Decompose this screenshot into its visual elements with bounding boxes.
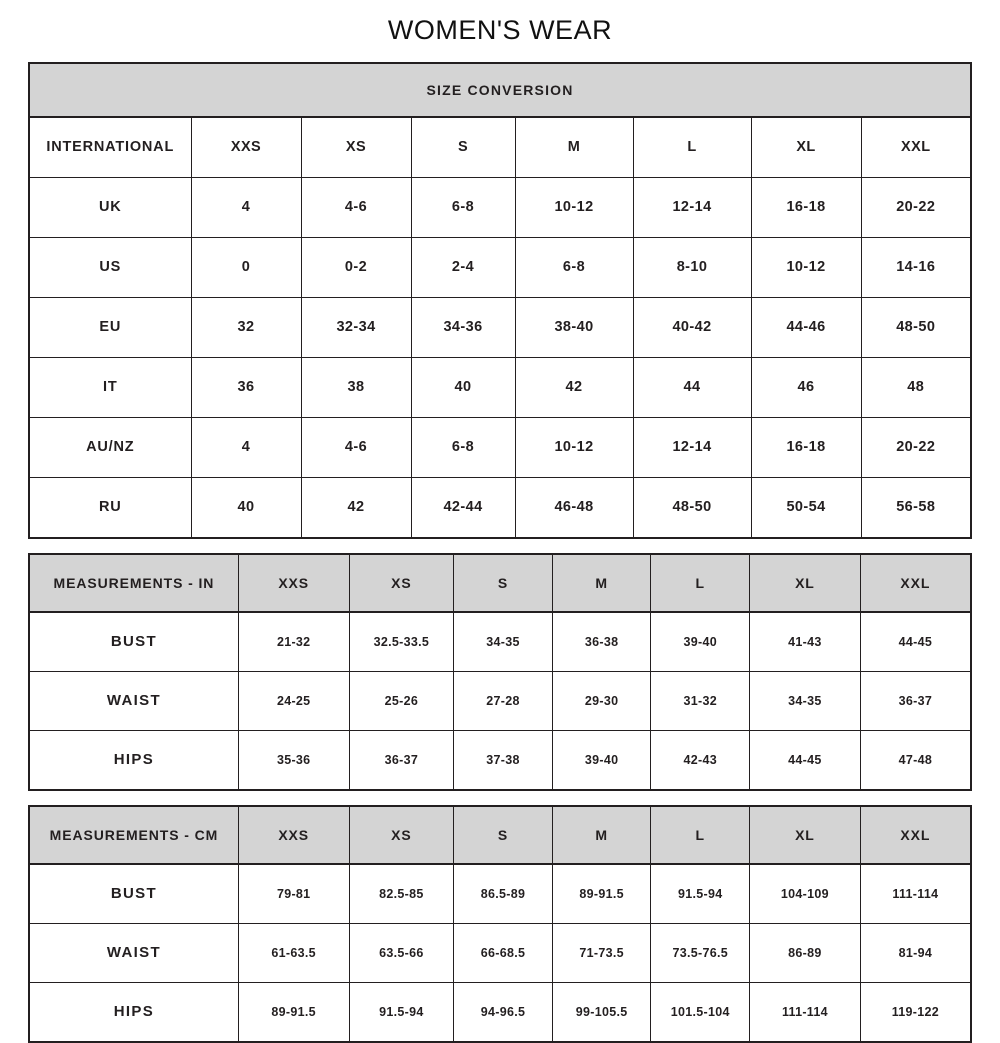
meas-in-cell: 36-38: [552, 612, 651, 672]
meas-in-cell: 24-25: [238, 671, 349, 730]
conv-cell: 16-18: [751, 177, 861, 237]
meas-cm-cell: 73.5-76.5: [651, 923, 750, 982]
conv-cell: 38: [301, 357, 411, 417]
conv-cell: 32-34: [301, 297, 411, 357]
table-row: [29, 297, 971, 357]
table-row: [29, 357, 971, 417]
conv-cell: 48-50: [633, 477, 751, 538]
conv-cell: 12-14: [633, 177, 751, 237]
meas-cm-cell: 86.5-89: [454, 864, 553, 924]
meas-cm-cell: 82.5-85: [349, 864, 454, 924]
meas-cm-cell: 89-91.5: [552, 864, 651, 924]
conv-cell: 44: [633, 357, 751, 417]
meas-cm-cell: 81-94: [860, 923, 971, 982]
table-row: [29, 237, 971, 297]
conv-cell: 42: [301, 477, 411, 538]
table-row: [29, 671, 971, 730]
table-row: [29, 982, 971, 1042]
meas-in-cell: 42-43: [651, 730, 750, 790]
meas-cm-header-xl: XL: [750, 806, 861, 864]
meas-in-header-xxl: XXL: [860, 554, 971, 612]
conv-row-label: EU: [29, 297, 191, 357]
meas-in-header-l: L: [651, 554, 750, 612]
meas-cm-cell: 119-122: [860, 982, 971, 1042]
conv-header-international: INTERNATIONAL: [29, 117, 191, 178]
meas-cm-header-xxl: XXL: [860, 806, 971, 864]
meas-in-cell: 32.5-33.5: [349, 612, 454, 672]
conv-cell: 4: [191, 417, 301, 477]
conv-cell: 14-16: [861, 237, 971, 297]
meas-cm-cell: 99-105.5: [552, 982, 651, 1042]
conv-cell: 12-14: [633, 417, 751, 477]
meas-cm-cell: 101.5-104: [651, 982, 750, 1042]
conv-row-label: AU/NZ: [29, 417, 191, 477]
size-conversion-banner: SIZE CONVERSION: [29, 63, 971, 117]
meas-cm-cell: 71-73.5: [552, 923, 651, 982]
conv-header-xs: XS: [301, 117, 411, 178]
size-conversion-table: [28, 62, 972, 539]
table-row: [29, 63, 971, 117]
meas-cm-cell: 66-68.5: [454, 923, 553, 982]
meas-in-cell: 27-28: [454, 671, 553, 730]
conv-cell: 8-10: [633, 237, 751, 297]
table-row: [29, 417, 971, 477]
meas-cm-header-s: S: [454, 806, 553, 864]
meas-in-cell: 36-37: [860, 671, 971, 730]
meas-in-row-label: HIPS: [29, 730, 238, 790]
conv-cell: 36: [191, 357, 301, 417]
meas-cm-cell: 86-89: [750, 923, 861, 982]
meas-in-header-label: MEASUREMENTS - IN: [29, 554, 238, 612]
meas-cm-cell: 91.5-94: [651, 864, 750, 924]
meas-in-cell: 37-38: [454, 730, 553, 790]
meas-in-header-xxs: XXS: [238, 554, 349, 612]
conv-cell: 42: [515, 357, 633, 417]
meas-cm-header-m: M: [552, 806, 651, 864]
conv-cell: 48-50: [861, 297, 971, 357]
table-row: [29, 730, 971, 790]
table-row: [29, 117, 971, 178]
conv-cell: 40: [191, 477, 301, 538]
conv-cell: 20-22: [861, 177, 971, 237]
meas-in-cell: 21-32: [238, 612, 349, 672]
meas-in-header-xl: XL: [750, 554, 861, 612]
conv-header-l: L: [633, 117, 751, 178]
meas-in-cell: 25-26: [349, 671, 454, 730]
conv-cell: 46-48: [515, 477, 633, 538]
conv-cell: 4-6: [301, 417, 411, 477]
conv-cell: 6-8: [411, 417, 515, 477]
meas-cm-header-xs: XS: [349, 806, 454, 864]
conv-cell: 6-8: [515, 237, 633, 297]
meas-in-row-label: BUST: [29, 612, 238, 672]
meas-in-cell: 41-43: [750, 612, 861, 672]
measurements-inches-table: [28, 553, 972, 791]
conv-cell: 10-12: [515, 417, 633, 477]
conv-cell: 44-46: [751, 297, 861, 357]
conv-cell: 4-6: [301, 177, 411, 237]
conv-cell: 20-22: [861, 417, 971, 477]
conv-cell: 6-8: [411, 177, 515, 237]
table-row: [29, 477, 971, 538]
meas-in-cell: 34-35: [750, 671, 861, 730]
conv-cell: 2-4: [411, 237, 515, 297]
conv-cell: 0: [191, 237, 301, 297]
meas-cm-cell: 91.5-94: [349, 982, 454, 1042]
meas-cm-cell: 111-114: [750, 982, 861, 1042]
meas-in-cell: 31-32: [651, 671, 750, 730]
meas-cm-cell: 94-96.5: [454, 982, 553, 1042]
table-row: [29, 177, 971, 237]
meas-in-cell: 44-45: [860, 612, 971, 672]
page-title: WOMEN'S WEAR: [387, 15, 613, 45]
table-row: [29, 806, 971, 864]
meas-in-cell: 39-40: [651, 612, 750, 672]
conv-cell: 48: [861, 357, 971, 417]
meas-in-header-xs: XS: [349, 554, 454, 612]
table-row: [29, 554, 971, 612]
table-row: [29, 923, 971, 982]
meas-in-cell: 35-36: [238, 730, 349, 790]
meas-in-cell: 44-45: [750, 730, 861, 790]
conv-header-xxl: XXL: [861, 117, 971, 178]
conv-row-label: IT: [29, 357, 191, 417]
meas-in-cell: 29-30: [552, 671, 651, 730]
meas-cm-header-label: MEASUREMENTS - CM: [29, 806, 238, 864]
meas-cm-cell: 111-114: [860, 864, 971, 924]
conv-cell: 50-54: [751, 477, 861, 538]
meas-cm-cell: 61-63.5: [238, 923, 349, 982]
meas-cm-row-label: BUST: [29, 864, 238, 924]
meas-cm-cell: 89-91.5: [238, 982, 349, 1042]
meas-in-cell: 47-48: [860, 730, 971, 790]
meas-in-cell: 34-35: [454, 612, 553, 672]
meas-cm-row-label: WAIST: [29, 923, 238, 982]
meas-cm-cell: 79-81: [238, 864, 349, 924]
conv-header-xl: XL: [751, 117, 861, 178]
conv-header-xxs: XXS: [191, 117, 301, 178]
meas-cm-row-label: HIPS: [29, 982, 238, 1042]
conv-cell: 16-18: [751, 417, 861, 477]
conv-cell: 10-12: [751, 237, 861, 297]
conv-cell: 42-44: [411, 477, 515, 538]
conv-row-label: UK: [29, 177, 191, 237]
conv-cell: 0-2: [301, 237, 411, 297]
table-row: [29, 864, 971, 924]
conv-header-s: S: [411, 117, 515, 178]
conv-cell: 34-36: [411, 297, 515, 357]
meas-cm-header-xxs: XXS: [238, 806, 349, 864]
table-row: [29, 612, 971, 672]
conv-cell: 32: [191, 297, 301, 357]
conv-cell: 40-42: [633, 297, 751, 357]
conv-header-m: M: [515, 117, 633, 178]
meas-cm-header-l: L: [651, 806, 750, 864]
conv-cell: 40: [411, 357, 515, 417]
conv-row-label: RU: [29, 477, 191, 538]
measurements-cm-table: [28, 805, 972, 1043]
meas-in-cell: 36-37: [349, 730, 454, 790]
meas-in-header-m: M: [552, 554, 651, 612]
meas-in-cell: 39-40: [552, 730, 651, 790]
meas-in-row-label: WAIST: [29, 671, 238, 730]
conv-cell: 56-58: [861, 477, 971, 538]
conv-cell: 46: [751, 357, 861, 417]
conv-row-label: US: [29, 237, 191, 297]
meas-cm-cell: 104-109: [750, 864, 861, 924]
conv-cell: 38-40: [515, 297, 633, 357]
conv-cell: 10-12: [515, 177, 633, 237]
conv-cell: 4: [191, 177, 301, 237]
meas-in-header-s: S: [454, 554, 553, 612]
meas-cm-cell: 63.5-66: [349, 923, 454, 982]
